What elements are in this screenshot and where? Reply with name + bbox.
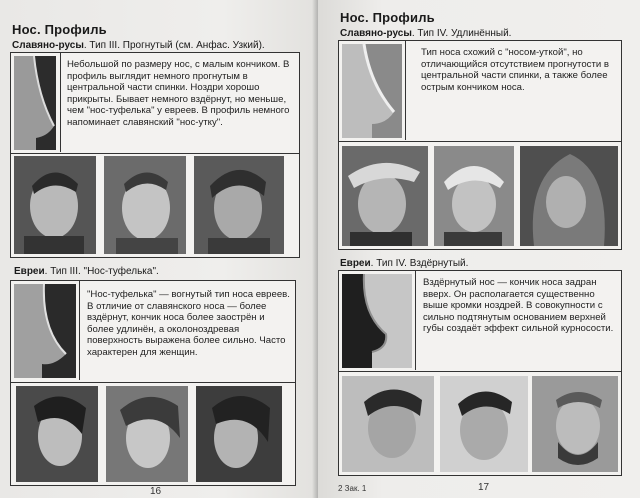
face-photo-1: [342, 146, 428, 246]
page-heading: Нос. Профиль: [340, 10, 435, 25]
page-number: 17: [478, 482, 490, 493]
page-heading: Нос. Профиль: [12, 22, 107, 37]
nose-type: . Тип III. "Нос-туфелька".: [44, 266, 159, 277]
face-photo-3: [520, 146, 618, 246]
group-name: Евреи: [14, 266, 45, 277]
group-name: Славяно-русы: [340, 28, 412, 39]
face-photo-2: [106, 386, 188, 482]
nose-profile-photo: [14, 284, 76, 378]
nose-type: . Тип IV. Вздёрнутый.: [370, 258, 469, 269]
face-photo-3: [196, 386, 282, 482]
nose-type: . Тип III. Прогнутый (см. Анфас. Узкий).: [83, 40, 265, 51]
face-photo-2: [104, 156, 186, 254]
description-text: "Нос-туфелька" — вогнутый тип носа евреев. В отличие от славянского носа — более вздёрнут, кончик носа более заострён и более удлинён, а околоноздревая поверхность выражена более сильно. Часто характерен для женщин.: [87, 289, 290, 358]
face-photo-3: [194, 156, 284, 254]
nose-profile-photo: [342, 274, 412, 368]
group-name: Евреи: [340, 258, 371, 269]
face-photo-2: [434, 146, 514, 246]
group-name: Славяно-русы: [12, 40, 84, 51]
face-photo-3: [532, 376, 618, 472]
face-photo-1: [342, 376, 434, 472]
section-subheading: [340, 28, 511, 39]
description-text: Небольшой по размеру нос, с малым кончиком. В профиль выглядит немного прогнутым в центральной части спинки. Ноздри хорошо прикрыты. Бывает немного вздёрнут, но меньше, чем "нос-туфелька" у евреев. В профиль немного напоминает славянский "нос-утку".: [67, 59, 290, 128]
printer-signature: 2 Зак. 1: [338, 484, 367, 493]
section-subheading: [12, 40, 265, 51]
face-photo-2: [440, 376, 528, 472]
face-photo-1: [16, 386, 98, 482]
left-page: [0, 0, 318, 498]
nose-profile-photo: [14, 56, 56, 150]
description-text: Вздёрнутый нос — кончик носа задран вверх. Он располагается существенно выше кромки ноздрей. В совокупности с сильно подтянутым основанием верхней губы создаёт эффект сильной курносости.: [423, 277, 614, 335]
section-subheading: [14, 266, 159, 277]
nose-profile-photo: [342, 44, 402, 138]
nose-type: . Тип IV. Удлинённый.: [411, 28, 512, 39]
right-page: [318, 0, 640, 498]
face-photo-1: [14, 156, 96, 254]
section-subheading: [340, 258, 468, 269]
description-text: Тип носа схожий с "носом-уткой", но отличающийся отсутствием прогнутости в центральной части спинки, а также более острым кончиком носа.: [421, 47, 609, 93]
page-number: 16: [150, 486, 162, 497]
